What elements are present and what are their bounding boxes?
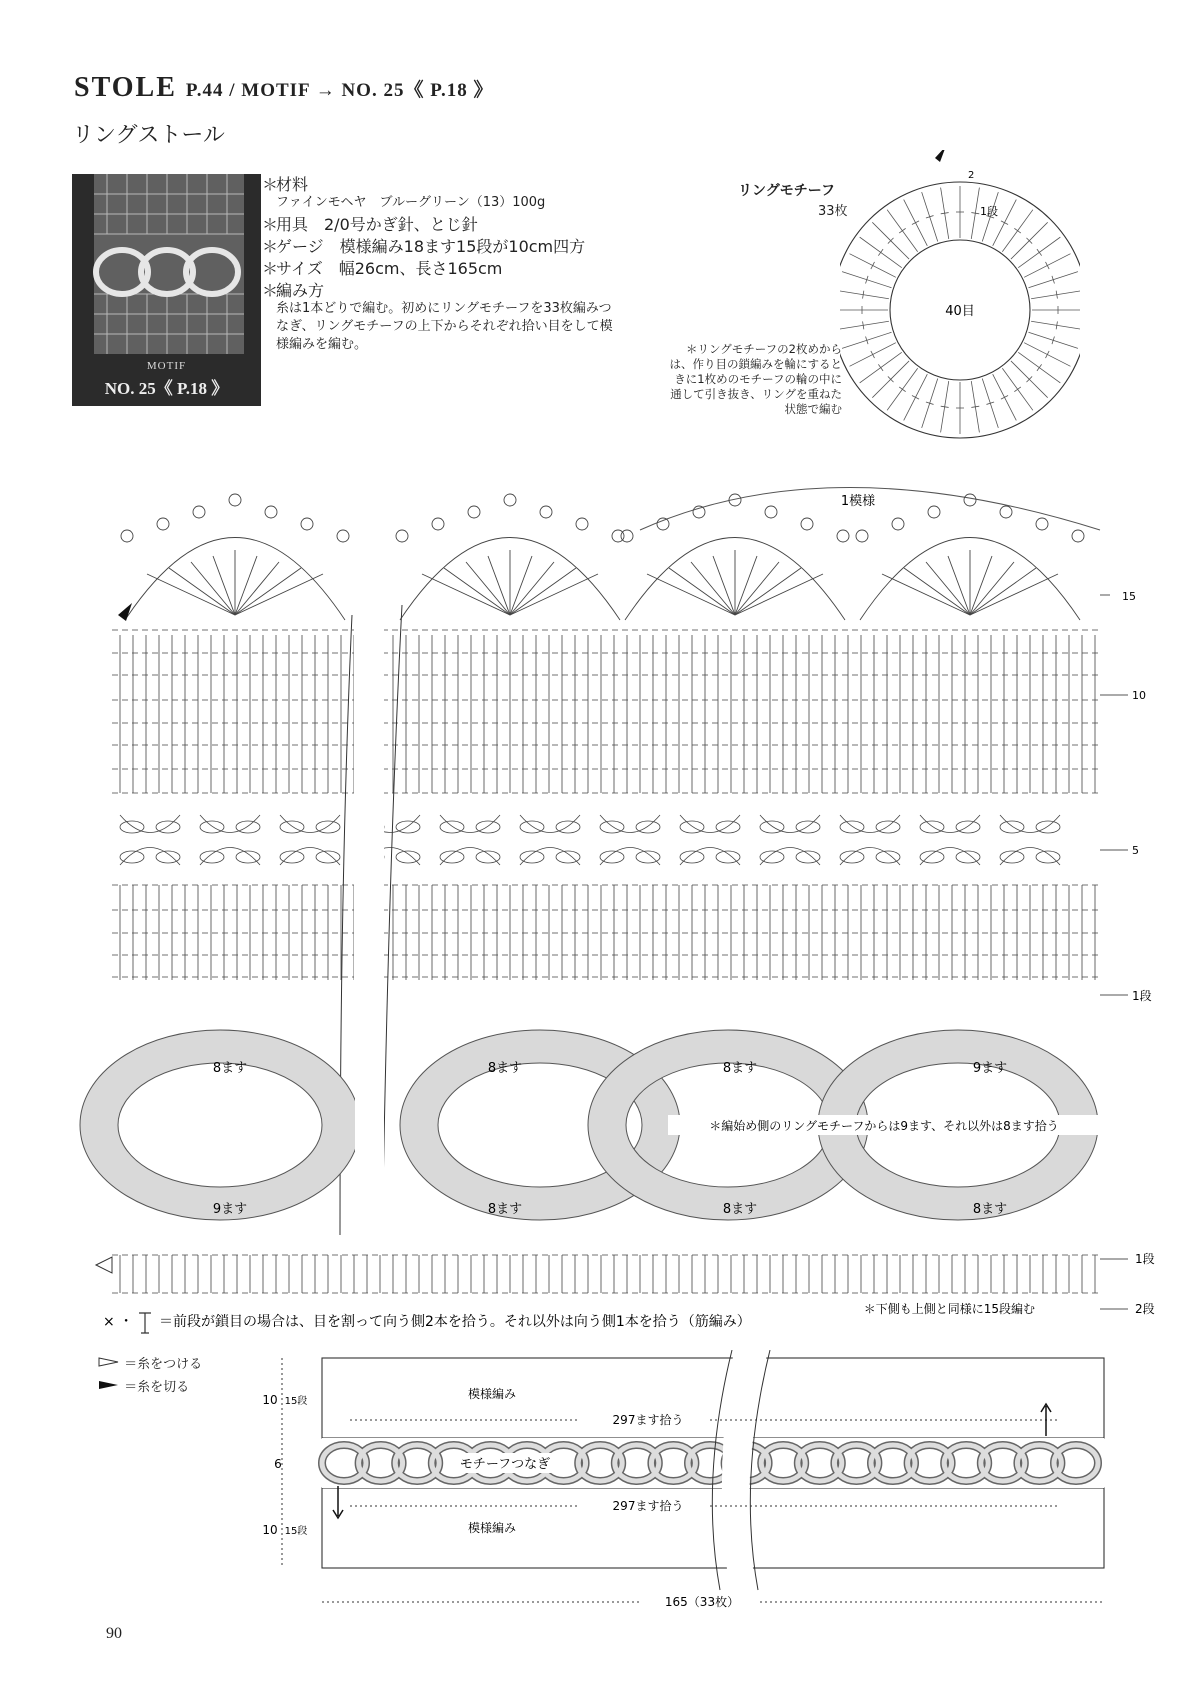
ring-stitch-mark xyxy=(840,291,889,299)
lace-leaf xyxy=(796,821,820,833)
ring-stitch-mark xyxy=(899,228,905,233)
picot xyxy=(157,518,169,530)
ring-stitch-mark xyxy=(912,221,919,225)
ring-stitch-mark xyxy=(899,387,905,392)
pickup-down-arrow-icon xyxy=(333,1486,343,1518)
legend-cut xyxy=(98,1376,189,1395)
lace-leaf xyxy=(1036,851,1060,863)
picot xyxy=(621,530,633,542)
lace-leaf xyxy=(876,821,900,833)
stitch-rule: ＝前段が鎖目の場合は、目を割って向う側2本を拾う。それ以外は向う側1本を拾う（筋編み） xyxy=(159,1314,751,1330)
picot xyxy=(801,518,813,530)
picot xyxy=(504,494,516,506)
height-bottom: 10 xyxy=(262,1523,278,1537)
ring-row-label: 1段 xyxy=(980,205,998,218)
picot xyxy=(432,518,444,530)
lace-leaf xyxy=(1036,821,1060,833)
stitch-symbols: × ・ xyxy=(103,1314,134,1330)
lace-leaf xyxy=(200,815,260,865)
pickup-top-label: 297ます拾う xyxy=(612,1413,684,1427)
gauge-line: ゲージ 模様編み18ます15段が10cm四方 xyxy=(276,237,586,256)
ring-top-label: 8ます xyxy=(212,1061,248,1076)
lace-leaf xyxy=(956,821,980,833)
materials-info xyxy=(262,172,642,354)
top-pattern-panel xyxy=(322,1358,1104,1438)
lace-leaf xyxy=(396,851,420,863)
height-top-rows: 15段 xyxy=(284,1396,308,1407)
lace-leaf xyxy=(716,851,740,863)
lace-leaf xyxy=(556,821,580,833)
scallop-edging xyxy=(121,494,1084,620)
lace-leaf xyxy=(760,815,820,865)
lace-leaf xyxy=(920,851,944,863)
ring-motif-label: リングモチーフ xyxy=(738,183,836,199)
ring-center-label: 40目 xyxy=(945,304,975,319)
attach-yarn-marker-icon xyxy=(96,1257,112,1273)
length-label: 165（33枚） xyxy=(664,1595,740,1609)
ring-top-label: 9ます xyxy=(972,1061,1008,1076)
picot xyxy=(928,506,940,518)
bottom-rows-note: ＊下側も上側と同様に15段編む xyxy=(863,1302,1035,1316)
lace-leaf xyxy=(520,851,544,863)
lace-leaf xyxy=(200,851,224,863)
lace-leaf xyxy=(840,851,864,863)
picot xyxy=(1036,518,1048,530)
picot xyxy=(576,518,588,530)
lace-leaf xyxy=(600,821,624,833)
stole-title: STOLE xyxy=(74,72,177,103)
lace-leaf xyxy=(680,851,704,863)
jp-title: リングストール xyxy=(72,123,225,148)
ring-pickup-note: ＊編始め側のリングモチーフからは9ます、それ以外は8ます拾う xyxy=(709,1119,1059,1133)
size-line: サイズ 幅26cm、長さ165cm xyxy=(276,259,503,278)
materials-body: ファインモヘヤ ブルーグリーン（13）100g xyxy=(276,195,546,210)
method-heading: 編み方 xyxy=(276,281,325,300)
cut-yarn-marker-icon xyxy=(935,150,946,162)
bullet-star: ＊ xyxy=(262,259,279,278)
lace-leaf xyxy=(636,821,660,833)
photo-caption-motif: MOTIF xyxy=(146,360,187,372)
lace-leaf xyxy=(236,821,260,833)
lace-leaf xyxy=(120,815,180,865)
picot xyxy=(265,506,277,518)
lace-leaf xyxy=(120,851,144,863)
bullet-star: ＊ xyxy=(262,215,279,234)
row-marker-5: 5 xyxy=(1132,844,1139,857)
lace-leaf xyxy=(156,821,180,833)
lace-leaf xyxy=(396,821,420,833)
chart-break-right xyxy=(382,605,402,1255)
attach-yarn-icon xyxy=(98,1356,120,1368)
ring-stitch-mark xyxy=(1001,221,1008,225)
ring-stitch-mark xyxy=(1014,228,1020,233)
lace-leaf xyxy=(956,851,980,863)
ring-stitch-mark xyxy=(1037,249,1042,255)
materials-heading: 材料 xyxy=(276,175,309,194)
picot xyxy=(1072,530,1084,542)
stitch-legend xyxy=(95,1308,1095,1338)
lace-leaf xyxy=(840,821,864,833)
ring-stitch-mark xyxy=(1046,262,1050,269)
picot xyxy=(540,506,552,518)
top-pattern-label: 模様編み xyxy=(467,1387,517,1401)
stole-schematic xyxy=(260,1350,1180,1615)
ring-bottom-label: 8ます xyxy=(972,1202,1008,1217)
method-body: 糸は1本どりで編む。初めにリングモチーフを33枚編みつなぎ、リングモチーフの上下からそれぞれ拾い目をして模様編みを編む。 xyxy=(276,301,613,352)
picot xyxy=(229,494,241,506)
ring-stitch-mark xyxy=(1014,387,1020,392)
ring-stitch-mark xyxy=(871,351,875,358)
height-middle: 6 xyxy=(274,1457,282,1471)
picot xyxy=(1000,506,1012,518)
lace-leaf xyxy=(600,851,624,863)
ring-row-number: 2 xyxy=(968,170,975,181)
lace-leaf xyxy=(440,851,464,863)
lace-leaf xyxy=(796,851,820,863)
lace-leaf xyxy=(316,821,340,833)
picot xyxy=(396,530,408,542)
stitch-chart xyxy=(0,455,1190,1355)
ring-stitch-mark xyxy=(878,364,883,370)
lace-leaf xyxy=(520,815,580,865)
page-number: 90 xyxy=(106,1625,122,1642)
row-marker-1-bottom: 1段 xyxy=(1135,1252,1155,1266)
ring-motif-count: 33枚 xyxy=(818,204,848,219)
ring-stitch-mark xyxy=(1031,321,1080,329)
picot xyxy=(337,530,349,542)
cut-yarn-marker-icon xyxy=(118,603,132,621)
bullet-star: ＊ xyxy=(262,237,279,256)
lace-leaf xyxy=(920,815,980,865)
lace-leaf xyxy=(280,821,304,833)
lace-leaf xyxy=(600,815,660,865)
row-marker-1-top: 1段 xyxy=(1132,989,1152,1003)
ring-stitch-mark xyxy=(871,262,875,269)
lace-leaf xyxy=(1000,821,1024,833)
tools-line: 用具 2/0号かぎ針、とじ針 xyxy=(276,215,478,234)
lace-leaf xyxy=(280,815,340,865)
picot xyxy=(837,530,849,542)
lace-leaf xyxy=(236,851,260,863)
lace-leaf xyxy=(760,821,784,833)
lace-leaf xyxy=(520,821,544,833)
page-title xyxy=(74,72,494,104)
picot xyxy=(301,518,313,530)
ring-bottom-label: 8ます xyxy=(722,1202,758,1217)
picot xyxy=(121,530,133,542)
cut-yarn-icon xyxy=(98,1379,120,1391)
pickup-up-arrow-icon xyxy=(1041,1404,1051,1436)
ring-stitch-mark xyxy=(912,396,919,400)
lace-leaf xyxy=(120,821,144,833)
ring-stitch-mark xyxy=(1037,364,1042,370)
lace-leaf xyxy=(280,851,304,863)
ring-stitch-mark xyxy=(878,249,883,255)
legend-cut-text: ＝糸を切る xyxy=(124,1380,190,1395)
motif-join-label: モチーフつなぎ xyxy=(459,1457,551,1472)
lace-leaf xyxy=(316,851,340,863)
height-bottom-rows: 15段 xyxy=(284,1526,308,1537)
height-top: 10 xyxy=(262,1393,278,1407)
pickup-bottom-label: 297ます拾う xyxy=(612,1499,684,1513)
ring-stitch-mark xyxy=(1001,396,1008,400)
ring-stitch-mark xyxy=(1046,351,1050,358)
legend-attach-text: ＝糸をつける xyxy=(124,1357,203,1372)
ring-motif-diagram xyxy=(840,150,1080,470)
lace-leaf xyxy=(440,815,500,865)
picot xyxy=(765,506,777,518)
lace-leaf xyxy=(556,851,580,863)
legend-attach xyxy=(98,1353,202,1372)
ring-top-label: 8ます xyxy=(487,1061,523,1076)
lace-leaf xyxy=(440,821,464,833)
ring-stitch-mark xyxy=(1031,291,1080,299)
picot xyxy=(892,518,904,530)
lace-leaf xyxy=(200,821,224,833)
front-post-stitch-icon xyxy=(139,1313,151,1333)
ring-stitch-mark xyxy=(840,321,889,329)
picot xyxy=(657,518,669,530)
row-marker-10: 10 xyxy=(1132,689,1146,702)
lace-leaf xyxy=(716,821,740,833)
row-marker-2-bottom: 2段 xyxy=(1135,1302,1155,1316)
photo-caption-number: NO. 25《 P.18 》 xyxy=(104,379,229,398)
picot xyxy=(193,506,205,518)
ring-bottom-label: 9ます xyxy=(212,1202,248,1217)
picot xyxy=(964,494,976,506)
pattern-rows xyxy=(112,630,1100,980)
page-reference: P.44 / MOTIF → NO. 25《 P.18 》 xyxy=(185,80,494,101)
ring-top-label: 8ます xyxy=(722,1061,758,1076)
lace-leaf xyxy=(680,821,704,833)
lace-leaf xyxy=(476,821,500,833)
row-marker-15: 15 xyxy=(1122,590,1136,603)
lace-leaf xyxy=(1000,851,1024,863)
lace-leaf xyxy=(876,851,900,863)
bottom-pattern-label: 模様編み xyxy=(467,1521,517,1535)
picot xyxy=(468,506,480,518)
lace-leaf xyxy=(760,851,784,863)
lace-leaf xyxy=(156,851,180,863)
ring-bottom-label: 8ます xyxy=(487,1202,523,1217)
bullet-star: ＊ xyxy=(262,281,279,300)
picot xyxy=(856,530,868,542)
lace-leaf xyxy=(476,851,500,863)
lace-leaf xyxy=(1000,815,1060,865)
bullet-star: ＊ xyxy=(262,175,279,194)
bottom-rows xyxy=(112,1255,1100,1293)
repeat-label: 1模様 xyxy=(840,494,876,509)
lace-leaf xyxy=(920,821,944,833)
row-marker-arrows xyxy=(1100,595,1128,1309)
ring-motif-note: ＊リングモチーフの2枚めからは、作り目の鎖編みを輪にするときに1枚めのモチーフの輪の中に通して引き抜き、リングを重ねた状態で編む xyxy=(669,342,842,416)
lace-leaf xyxy=(680,815,740,865)
lace-leaf xyxy=(636,851,660,863)
lace-leaf xyxy=(840,815,900,865)
